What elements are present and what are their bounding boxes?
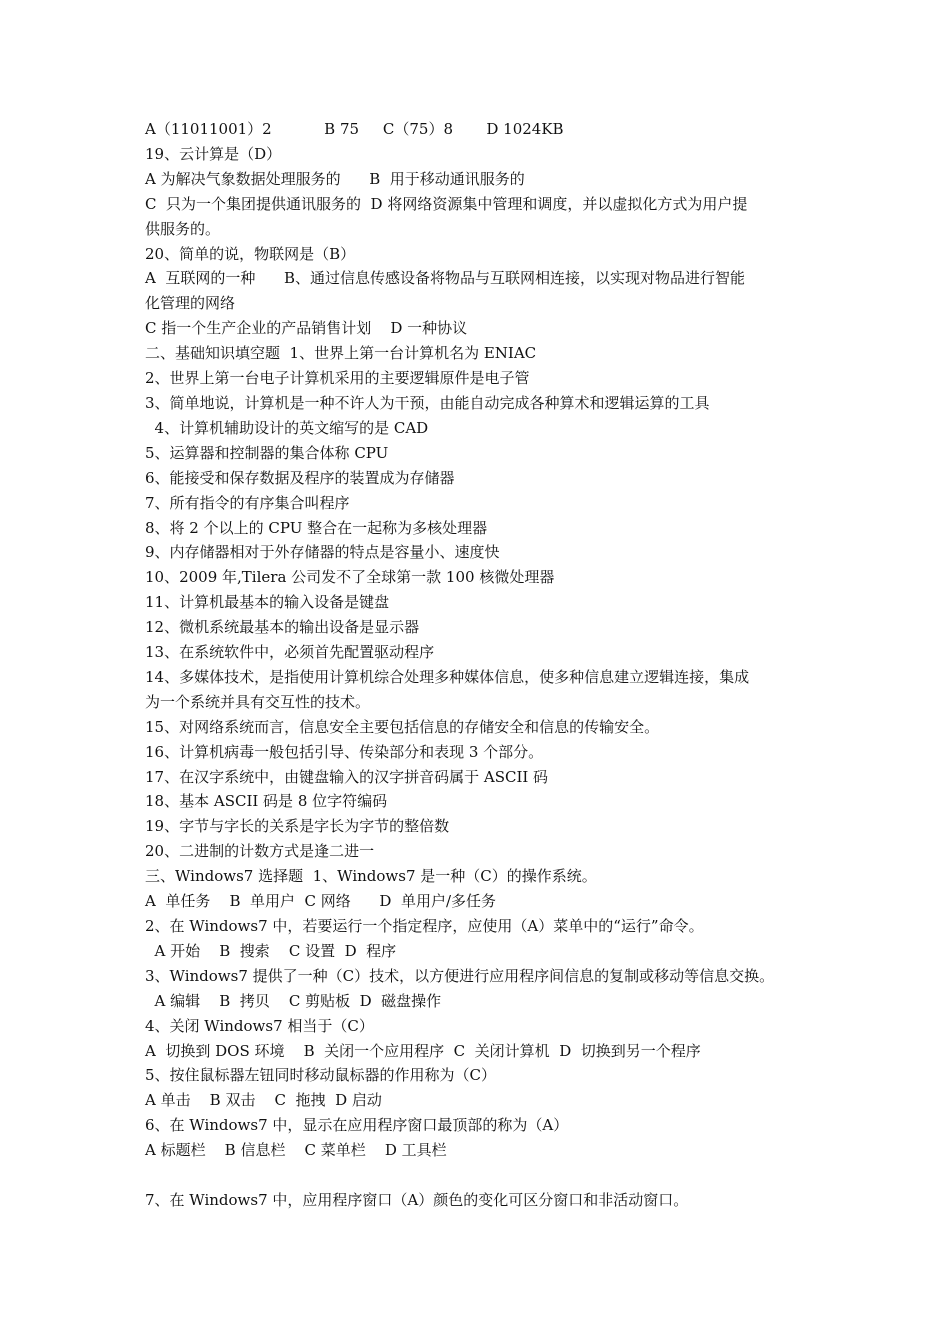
text-line: A 互联网的一种 B、通过信息传感设备将物品与互联网相连接，以实现对物品进行智能: [145, 269, 746, 288]
text-line: 5、运算器和控制器的集合体称 CPU: [145, 443, 389, 462]
text-line: 17、在汉字系统中，由键盘输入的汉字拼音码属于 ASCII 码: [145, 767, 549, 786]
text-line: 16、计算机病毒一般包括引导、传染部分和表现 3 个部分。: [145, 742, 544, 761]
text-line: A 单击 B 双击 C 拖拽 D 启动: [145, 1091, 382, 1110]
text-line: 8、将 2 个以上的 CPU 整合在一起称为多核处理器: [145, 518, 488, 537]
document-body: [145, 117, 815, 1213]
text-line: 12、微机系统最基本的输出设备是显示器: [145, 618, 420, 637]
text-line: 3、简单地说，计算机是一种不许人为干预，由能自动完成各种算术和逻辑运算的工具: [145, 393, 710, 412]
text-line: 7、所有指令的有序集合叫程序: [145, 493, 350, 512]
text-line: 二、基础知识填空题 1、世界上第一台计算机名为 ENIAC: [145, 344, 537, 363]
text-line: 15、对网络系统而言，信息安全主要包括信息的存储安全和信息的传输安全。: [145, 717, 660, 736]
text-line: 19、云计算是（D）: [145, 144, 282, 163]
text-line: A（11011001）2 B 75 C（75）8 D 1024KB: [145, 120, 564, 138]
text-line: 6、能接受和保存数据及程序的装置成为存储器: [145, 468, 455, 487]
text-line: C 只为一个集团提供通讯服务的 D 将网络资源集中管理和调度，并以虚拟化方式为用户提: [145, 194, 748, 213]
text-line: A 开始 B 搜索 C 设置 D 程序: [145, 941, 397, 960]
text-line: 20、简单的说，物联网是（B）: [145, 244, 356, 263]
text-line: 20、二进制的计数方式是逢二进一: [145, 842, 375, 861]
text-line: 供服务的。: [145, 219, 221, 238]
text-line: 13、在系统软件中，必须首先配置驱动程序: [145, 643, 435, 662]
text-line: 4、关闭 Windows7 相当于（C）: [145, 1016, 374, 1035]
text-line: C 指一个生产企业的产品销售计划 D 一种协议: [145, 319, 468, 338]
text-line: A 单任务 B 单用户 C 网络 D 单用户/多任务: [145, 892, 497, 911]
text-line: 为一个系统并具有交互性的技术。: [145, 692, 371, 711]
text-line: A 标题栏 B 信息栏 C 菜单栏 D 工具栏: [145, 1141, 447, 1160]
text-line: 10、2009 年,Tilera 公司发不了全球第一款 100 核微处理器: [145, 568, 555, 587]
text-line: A 切换到 DOS 环境 B 关闭一个应用程序 C 关闭计算机 D 切换到另一个程序: [145, 1041, 701, 1060]
text-line: 9、内存储器相对于外存储器的特点是容量小、速度快: [145, 543, 500, 562]
text-line: 11、计算机最基本的输入设备是键盘: [145, 593, 390, 612]
text-line: 2、在 Windows7 中，若要运行一个指定程序，应使用（A）菜单中的“运行”命令。: [145, 917, 704, 935]
text-line: 14、多媒体技术，是指使用计算机综合处理多种媒体信息，使多种信息建立逻辑连接，集成: [145, 667, 750, 686]
text-line: 2、世界上第一台电子计算机采用的主要逻辑原件是电子管: [145, 369, 530, 388]
blank-line: [145, 1163, 815, 1188]
text-line: 7、在 Windows7 中，应用程序窗口（A）颜色的变化可区分窗口和非活动窗口。: [145, 1190, 689, 1209]
text-line: 3、Windows7 提供了一种（C）技术，以方便进行应用程序间信息的复制或移动等信息交换。: [145, 966, 775, 985]
text-line: 18、基本 ASCII 码是 8 位字符编码: [145, 792, 388, 811]
text-line: 4、计算机辅助设计的英文缩写的是 CAD: [145, 418, 429, 437]
text-line: 三、Windows7 选择题 1、Windows7 是一种（C）的操作系统。: [145, 867, 597, 886]
text-line: 6、在 Windows7 中，显示在应用程序窗口最顶部的称为（A）: [145, 1116, 569, 1135]
text-line: A 编辑 B 拷贝 C 剪贴板 D 磁盘操作: [145, 991, 442, 1010]
text-line: 19、字节与字长的关系是字长为字节的整倍数: [145, 817, 450, 836]
text-line: A 为解决气象数据处理服务的 B 用于移动通讯服务的: [145, 169, 525, 188]
text-line: 化管理的网络: [145, 294, 236, 313]
text-line: 5、按住鼠标器左钮同时移动鼠标器的作用称为（C）: [145, 1066, 497, 1085]
